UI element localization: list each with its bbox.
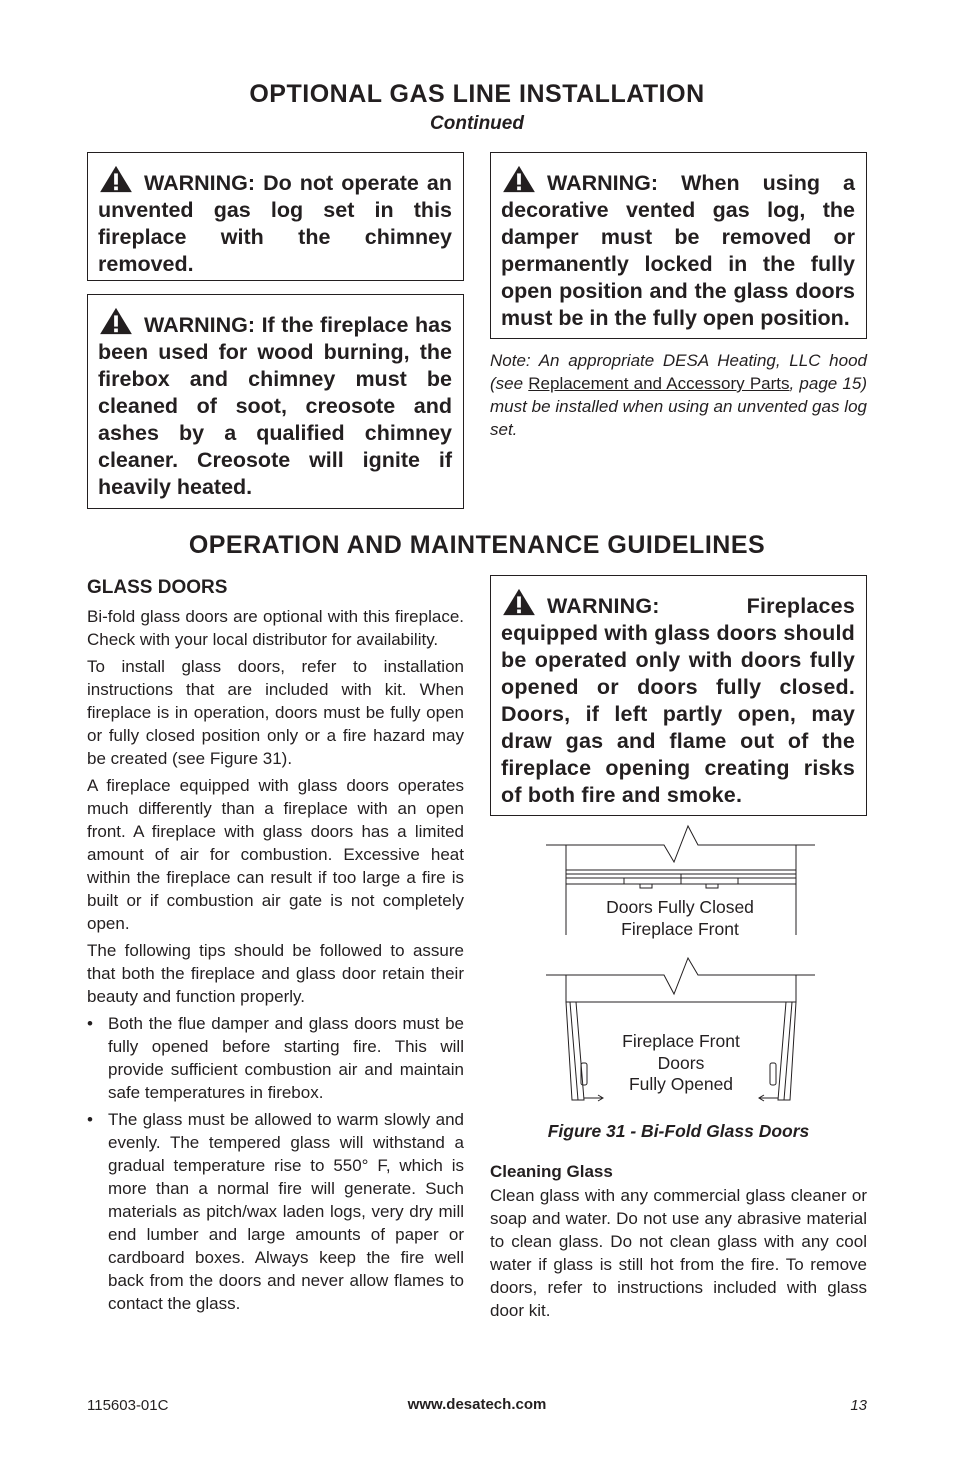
- warning-triangle-icon: [501, 165, 537, 193]
- figure-label: Fireplace Front: [621, 919, 739, 939]
- figure-label: Doors: [657, 1053, 705, 1073]
- hood-note: Note: An appropriate DESA Heating, LLC hood (see Replacement and Accessory Parts, page 15) must be installed when using an unvented gas log set.: [490, 351, 868, 439]
- warning-triangle-icon: [98, 307, 134, 335]
- paragraph: The following tips should be followed to assure that both the fireplace and glass door retain their beauty and function properly.: [87, 941, 464, 1006]
- warning-text: WARNING: Fireplaces equipped with glass doors should be operated only with doors fully opened or doors fully closed. Doors, if left partly open, may draw gas and flame out of the fireplace opening creating risks of both fire and smoke.: [501, 594, 856, 807]
- section-title: OPERATION AND MAINTENANCE GUIDELINES: [188, 531, 766, 559]
- figure-caption: Figure 31 - Bi-Fold Glass Doors: [547, 1121, 810, 1141]
- paragraph: A fireplace equipped with glass doors operates much differently than a fireplace with an open front. A fireplace with glass doors has a limited amount of air for combustion. Excessive heat within the fireplace can result if too large a fire is built or if combustion air gate is not completely open.: [87, 776, 464, 933]
- break-line: [546, 826, 815, 862]
- glass-doors-body: [87, 605, 464, 1319]
- break-line: [546, 958, 815, 994]
- warning-text: WARNING: If the fireplace has been used for wood burning, the firebox and chimney must be cleaned of soot, creosote and ashes by a qualified chimney cleaner. Creosote will ignite if heavily heated.: [98, 313, 452, 499]
- replacement-parts-link[interactable]: Replacement and Accessory Parts: [528, 374, 790, 393]
- figure-label: Doors Fully Closed: [606, 897, 754, 917]
- glass-doors-heading: GLASS DOORS: [87, 577, 228, 598]
- warning-box-glass-doors: [490, 575, 867, 816]
- warning-triangle-icon: [501, 588, 537, 616]
- bi-fold-doors-figure: [540, 820, 820, 1110]
- document-number: 115603-01C: [87, 1397, 169, 1414]
- continued-label: Continued: [430, 113, 524, 134]
- page-number: 13: [850, 1397, 867, 1414]
- warning-text: WARNING: When using a decorative vented gas log, the damper must be removed or permanently locked in the fully open position and the glass doors must be in the fully open position.: [501, 171, 855, 330]
- list-item: • The glass must be allowed to warm slowly and evenly. The tempered glass will withstand a gradual temperature rise to 550° F, which is more than a normal fire will generate. Such materials as pitch/wax laden logs, very dry mill end lumber and large amounts of paper or cardboard boxes. Always keep the fire well back from the doors and never allow flames to contact the glass.: [87, 1108, 464, 1315]
- list-item: • Both the flue damper and glass doors must be fully opened before starting fire. This will provide sufficient combustion air and maintain safe temperatures in firebox.: [87, 1012, 464, 1104]
- figure-label: Fireplace Front: [622, 1031, 740, 1051]
- warning-text: WARNING: Do not operate an unvented gas log set in this fireplace with the chimney removed.: [98, 171, 452, 276]
- website-link[interactable]: www.desatech.com: [407, 1396, 547, 1413]
- warning-box-vented-log: [490, 152, 867, 339]
- warning-box-wood-burning: [87, 294, 464, 509]
- cleaning-glass-text: Clean glass with any commercial glass cleaner or soap and water. Do not use any abrasive material to clean glass. Do not clean glass with any cool water if glass is still hot from the fire. To remove doors, refer to instructions included with glass door kit.: [490, 1186, 867, 1320]
- paragraph: Bi-fold glass doors are optional with this fireplace. Check with your local distributor for availability.: [87, 607, 464, 649]
- warning-triangle-icon: [98, 165, 134, 193]
- figure-label: Fully Opened: [628, 1074, 734, 1094]
- cleaning-glass-heading: Cleaning Glass: [490, 1162, 613, 1181]
- page-title: OPTIONAL GAS LINE INSTALLATION: [249, 80, 705, 108]
- warning-box-chimney-removed: [87, 152, 464, 281]
- paragraph: To install glass doors, refer to installation instructions that are included with kit. When fireplace is in operation, doors must be fully open or fully closed position only or a fire hazard may be created (see Figure 31).: [87, 657, 464, 768]
